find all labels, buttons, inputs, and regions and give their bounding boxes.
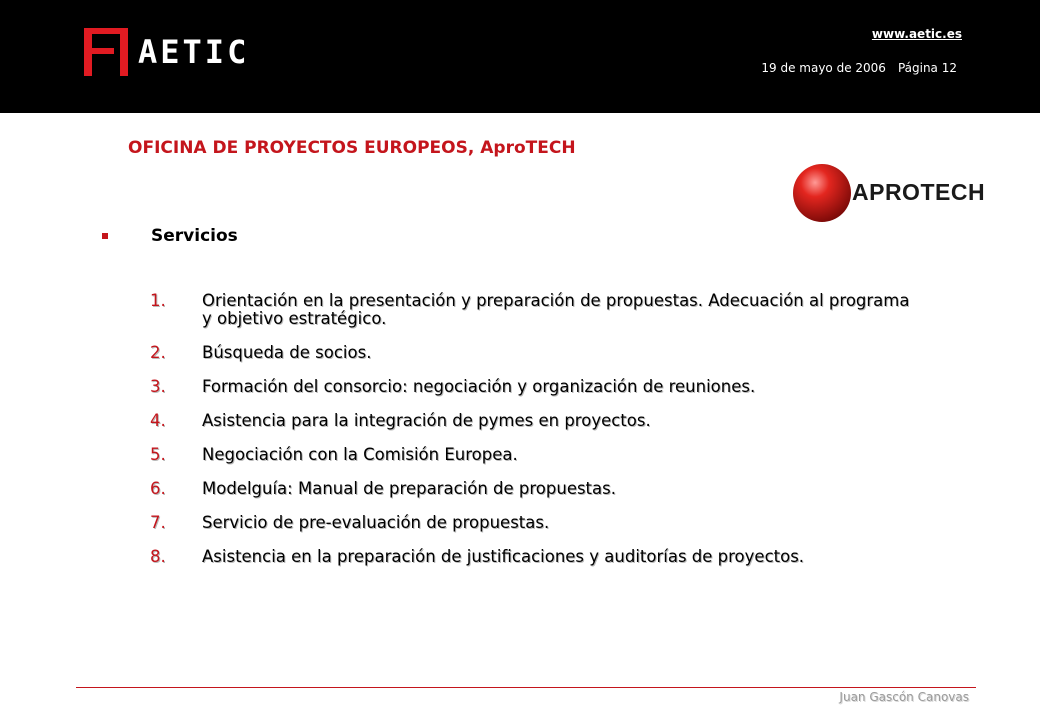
list-item	[150, 480, 910, 498]
footer-divider	[76, 687, 976, 688]
list-item-number: 4.	[150, 411, 166, 430]
header-meta	[761, 61, 957, 75]
list-item-number: 6.	[150, 479, 166, 498]
section-label: Servicios	[151, 226, 238, 246]
list-item	[150, 344, 910, 362]
list-item-text: Negociación con la Comisión Europea.	[202, 445, 518, 464]
aetic-logo-text: AETIC	[138, 33, 250, 71]
aprotech-logo-text: APROTECH	[852, 179, 986, 205]
list-item	[150, 412, 910, 430]
square-bullet-icon	[102, 233, 108, 239]
footer-author: Juan Gascón Canovas	[839, 690, 969, 704]
list-item	[150, 292, 910, 328]
slide-title: OFICINA DE PROYECTOS EUROPEOS, AproTECH	[128, 138, 576, 158]
list-item-number: 7.	[150, 513, 166, 532]
list-item-number: 3.	[150, 377, 166, 396]
aetic-logo	[84, 28, 249, 76]
list-item-number: 1.	[150, 291, 166, 310]
list-item-number: 2.	[150, 343, 166, 362]
aetic-logo-mark-icon	[84, 28, 128, 76]
list-item-text: Modelguía: Manual de preparación de propuestas.	[202, 479, 616, 498]
list-item-text: Servicio de pre-evaluación de propuestas.	[202, 513, 550, 532]
list-item	[150, 378, 910, 396]
page-number: Página 12	[897, 61, 957, 75]
list-item-text: Formación del consorcio: negociación y organización de reuniones.	[202, 377, 756, 396]
aprotech-logo	[792, 163, 996, 223]
list-item	[150, 514, 910, 532]
list-item-number: 8.	[150, 547, 166, 566]
aprotech-sphere-icon	[793, 164, 851, 222]
section-heading	[102, 226, 238, 246]
services-list	[150, 292, 910, 582]
list-item-number: 5.	[150, 445, 166, 464]
list-item-text: Búsqueda de socios.	[202, 343, 372, 362]
website-link[interactable]: www.aetic.es	[871, 27, 962, 41]
list-item	[150, 446, 910, 464]
list-item	[150, 548, 910, 566]
list-item-text: Orientación en la presentación y preparación de propuestas. Adecuación al programa y objetivo estratégico.	[202, 291, 910, 328]
list-item-text: Asistencia en la preparación de justificaciones y auditorías de proyectos.	[202, 547, 805, 566]
list-item-text: Asistencia para la integración de pymes en proyectos.	[202, 411, 651, 430]
header-bar	[0, 0, 1040, 113]
slide-date: 19 de mayo de 2006	[761, 61, 886, 75]
